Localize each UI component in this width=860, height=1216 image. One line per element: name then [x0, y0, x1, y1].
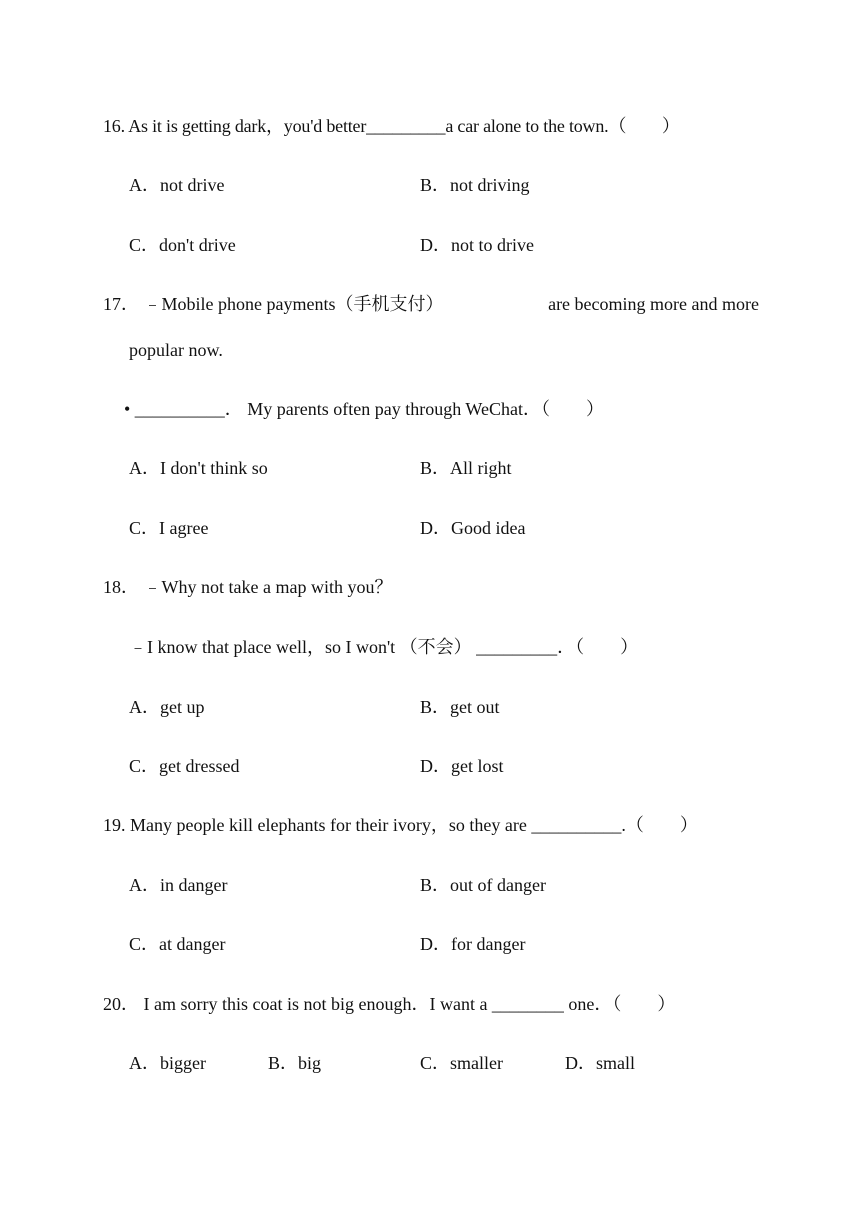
option-a[interactable]: A．I don't think so	[129, 458, 268, 478]
question-number: 18．	[103, 577, 139, 597]
question-number: 20．	[103, 994, 139, 1014]
option-c[interactable]: C．smaller	[420, 1053, 503, 1073]
question-19-stem	[103, 813, 698, 837]
option-a[interactable]: A．in danger	[129, 875, 228, 895]
option-d[interactable]: D．get lost	[420, 756, 504, 776]
option-c[interactable]: C．at danger	[129, 934, 226, 954]
question-number: 17．	[103, 294, 139, 314]
question-text: ﹣Why not take a map with you？	[143, 577, 393, 597]
question-20-stem	[103, 992, 675, 1016]
option-c[interactable]: C．get dressed	[129, 756, 240, 776]
option-a[interactable]: A．get up	[129, 697, 205, 717]
option-d[interactable]: D．Good idea	[420, 518, 526, 538]
question-17-response: • __________． My parents often pay through WeChat．（ ）	[124, 399, 604, 419]
option-b[interactable]: B．out of danger	[420, 875, 546, 895]
option-d[interactable]: D．for danger	[420, 934, 526, 954]
option-d[interactable]: D．small	[565, 1053, 635, 1073]
question-17-stem-line2: popular now.	[129, 340, 223, 360]
option-c[interactable]: C．don't drive	[129, 235, 236, 255]
question-18-response: ﹣I know that place well，so I won't （不会） _________．（ ）	[129, 637, 639, 657]
question-text-continued: are becoming more and more	[548, 294, 759, 314]
option-d[interactable]: D．not to drive	[420, 235, 534, 255]
question-number: 19.	[103, 815, 126, 835]
option-c[interactable]: C．I agree	[129, 518, 209, 538]
question-17-stem	[103, 292, 759, 316]
question-text: As it is getting dark，you'd better_________a car alone to the town.（ ）	[128, 116, 680, 136]
question-number: 16.	[103, 116, 125, 136]
option-b[interactable]: B．All right	[420, 458, 512, 478]
question-text: Many people kill elephants for their ivory，so they are __________.（ ）	[130, 815, 698, 835]
question-18-stem	[103, 575, 392, 599]
question-text: ﹣Mobile phone payments（手机支付）	[143, 294, 444, 314]
option-b[interactable]: B．big	[268, 1053, 322, 1073]
option-a[interactable]: A．not drive	[129, 175, 225, 195]
option-a[interactable]: A．bigger	[129, 1053, 206, 1073]
option-b[interactable]: B．get out	[420, 697, 500, 717]
question-text: I am sorry this coat is not big enough．I want a ________ one．（ ）	[143, 994, 676, 1014]
option-b[interactable]: B．not driving	[420, 175, 530, 195]
question-16-stem	[103, 114, 680, 138]
